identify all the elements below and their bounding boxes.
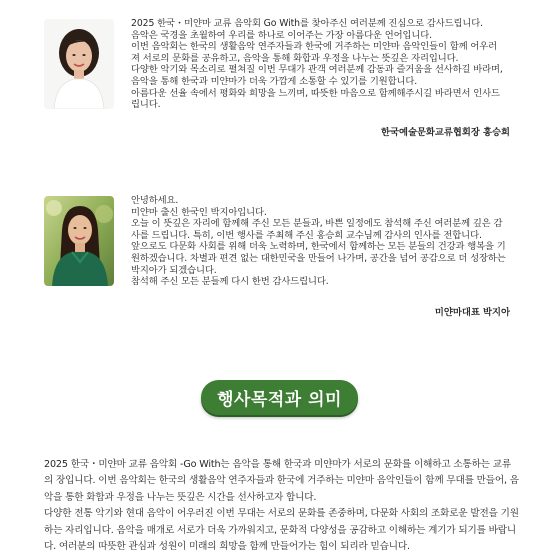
purpose-line: 의 장입니다. 이번 음악회는 한국의 생활음악 연주자들과 한국에 거주하는 미얀마 음악인들이 함께 무대를 만들어, 음: [44, 475, 519, 487]
portrait-image: [44, 196, 114, 286]
greeting-line: 사를 드립니다. 특히, 이번 행사를 주최해 주신 홍승희 교수님께 감사의 인사를 전합니다.: [131, 229, 482, 241]
greeting-line: 앞으로도 다문화 사회를 위해 더욱 노력하며, 한국에서 함께하는 모든 분들의 건강과 행복을 기: [131, 241, 506, 253]
purpose-line: 다양한 전통 악기와 현대 음악이 어우러진 이번 무대는 서로의 문화를 존중하며, 다문화 사회의 조화로운 발전을 기원: [44, 508, 519, 520]
greeting-line: 아름다운 선율 속에서 평화와 희망을 느끼며, 따뜻한 마음으로 함께해주시길 바라면서 인사드: [131, 87, 500, 99]
purpose-line: 2025 한국・미얀마 교류 음악회 -Go With는 음악을 통해 한국과 미얀마가 서로의 문화를 이해하고 소통하는 교류: [44, 459, 511, 470]
greeting-line: 립니다.: [131, 99, 161, 111]
greeting-line: 미얀마 출신 한국인 박지아입니다.: [131, 206, 267, 218]
greeting-line: 이번 음악회는 한국의 생활음악 연주자들과 한국에 거주하는 미얀마 음악인들이 함께 어우러: [131, 41, 498, 53]
greeting-line: 2025 한국・미얀마 교류 음악회 Go With를 찾아주신 여러분께 진심으로 감사드립니다.: [131, 18, 483, 29]
signature-representative: 미얀마대표 박지아: [434, 307, 510, 318]
greeting-line: 오늘 이 뜻깊은 자리에 함께해 주신 모든 분들과, 바쁜 일정에도 참석해 주신 여러분께 깊은 감: [131, 218, 503, 230]
portrait-photo-president: [44, 19, 114, 109]
purpose-line: 다. 여러분의 따뜻한 관심과 성원이 미래의 희망을 함께 만들어가는 힘이 되리라 믿습니다.: [44, 541, 410, 553]
purpose-line: 악을 통한 화합과 우정을 나누는 뜻깊은 시간을 선사하고자 합니다.: [44, 491, 317, 503]
portrait-image: [44, 19, 114, 109]
signature-president: 한국예술문화교류협회장 홍승희: [381, 127, 510, 138]
greeting-line: 다양한 악기와 목소리로 펼쳐질 이번 무대가 관객 여러분께 감동과 즐거움을 선사하길 바라며,: [131, 64, 503, 76]
purpose-text: [44, 457, 524, 555]
greeting-line: 박지아가 되겠습니다.: [131, 264, 217, 276]
portrait-photo-representative: [44, 196, 114, 286]
greeting-line: 음악은 국경을 초월하여 우리를 하나로 이어주는 가장 아름다운 언어입니다.: [131, 29, 433, 41]
greeting-president-text: [131, 18, 503, 111]
greeting-line: 참석해 주신 모든 분들께 다시 한번 감사드립니다.: [131, 276, 329, 288]
greeting-representative-text: [131, 195, 506, 288]
greeting-line: 안녕하세요.: [131, 195, 179, 206]
greeting-line: 음악을 통해 한국과 미얀마가 더욱 가깝게 소통할 수 있기를 기원합니다.: [131, 75, 418, 87]
greeting-line: 져 서로의 문화를 공유하고, 음악을 통해 화합과 우정을 나누는 뜻깊은 자리입니다.: [131, 52, 459, 64]
purpose-line: 하는 자리입니다. 음악을 매개로 서로가 더욱 가까워지고, 문화적 다양성을 공감하고 이해하는 계기가 되기를 바랍니: [44, 524, 517, 536]
greeting-line: 원하겠습니다. 차별과 편견 없는 대한민국을 만들어 나가며, 공간을 넘어 공감으로 더 성장하는: [131, 252, 506, 264]
section-title-badge: 행사목적과 의미: [201, 380, 358, 415]
